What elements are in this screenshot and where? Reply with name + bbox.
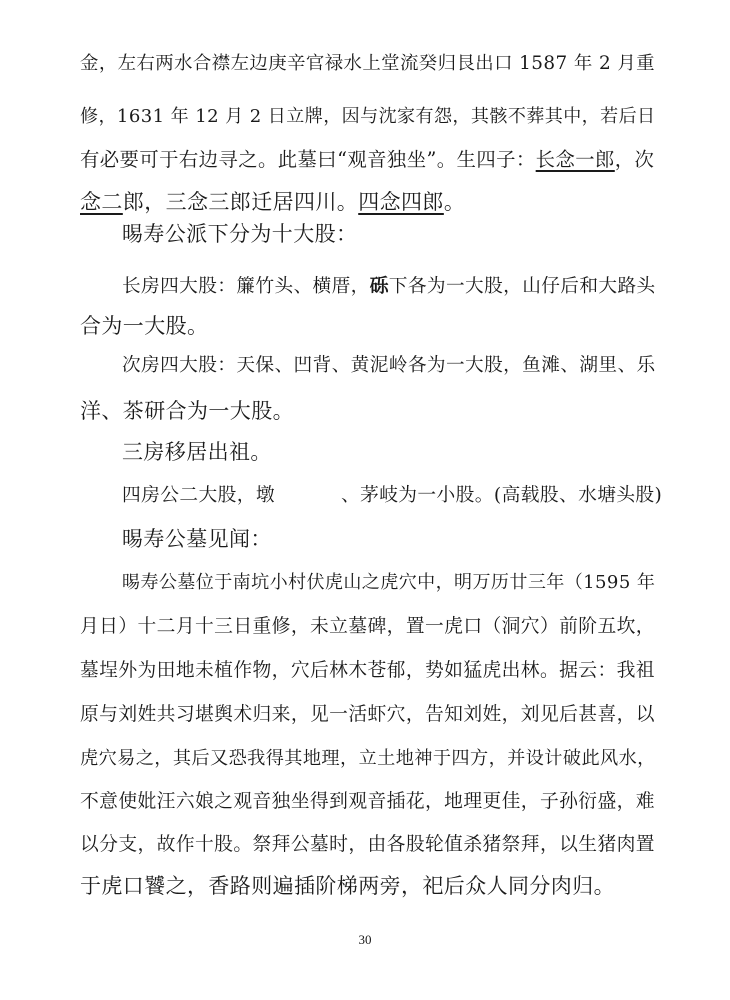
line-text: 月日）十二月十三日重修，未立墓碑，置一虎口（洞穴）前阶五坎，: [80, 616, 655, 637]
text-line-3: [80, 140, 660, 180]
text-line-6: [122, 266, 660, 306]
underlined-name: 长念一郎: [535, 148, 615, 171]
text-line-13: [122, 563, 660, 603]
line-text: 、茅岐为一小股。(高载股、水塘头股): [340, 485, 663, 506]
line-text: 次房四大股：天保、凹背、黄泥岭各为一大股，鱼滩、湖里、乐: [122, 355, 656, 376]
text-line-11: [122, 476, 663, 516]
line-text: 虎穴易之，其后又恐我得其地理，立土地神于四方，并设计破此风水，: [80, 748, 656, 769]
text-line-12: [122, 519, 660, 559]
underlined-name: 四念四郎: [358, 190, 444, 214]
text-line-7: [80, 306, 660, 346]
line-text: 合为一大股。: [80, 314, 209, 338]
text-line-15: [80, 651, 660, 691]
line-text: 。: [443, 190, 466, 214]
line-text: 晹寿公墓位于南坑小村伏虎山之虎穴中，明万历廿三年（1595 年: [122, 572, 656, 593]
line-text: 原与刘姓共习堪舆术归来，见一活虾穴，告知刘姓，刘见后甚喜，以: [80, 704, 655, 725]
text-line-14: [80, 607, 660, 647]
line-text: 郎，三念三郎迁居四川。: [122, 190, 359, 214]
text-line-17: [80, 739, 660, 779]
text-line-1: [80, 44, 660, 84]
page-number: 30: [358, 932, 372, 947]
line-text: 四房公二大股，墩: [122, 485, 275, 506]
text-line-10: [122, 432, 660, 472]
line-text: 于虎口饕之，香路则遍插阶梯两旁，祀后众人同分肉归。: [80, 874, 615, 898]
text-line-18: [80, 782, 660, 822]
text-line-2: [80, 97, 660, 137]
line-text: 洋、茶研合为一大股。: [80, 399, 294, 423]
text-line-16: [80, 695, 660, 735]
line-text: 金，左右两水合襟左边庚辛官禄水上堂流癸归艮出口 1587 年 2 月重: [80, 53, 655, 74]
text-line-5: [122, 214, 660, 254]
underlined-name: 念二: [80, 190, 123, 214]
text-line-9: [80, 391, 660, 431]
line-text: 不意使妣汪六娘之观音独坐得到观音插花，地理更佳，子孙衍盛，难: [80, 791, 655, 812]
section-heading: 晹寿公墓见闻：: [122, 527, 272, 551]
bold-character: 砾: [369, 275, 389, 297]
section-heading: 晹寿公派下分为十大股：: [122, 222, 358, 246]
line-text: 下各为一大股，山仔后和大路头: [388, 276, 656, 297]
line-text: 墓埕外为田地未植作物，穴后林木苍郁，势如猛虎出林。据云：我祖: [80, 660, 655, 681]
line-text: 修，1631 年 12 月 2 日立牌，因与沈家有怨，其骸不葬其中，若后日: [80, 106, 656, 127]
line-text: 有必要可于右边寻之。此墓曰“观音独坐”。生四子：: [80, 148, 536, 171]
text-line-19: [80, 825, 660, 865]
text-line-8: [122, 346, 660, 386]
line-text: 以分支，故作十股。祭拜公墓时，由各股轮值杀猪祭拜，以生猪肉置: [80, 834, 655, 855]
line-text: 三房移居出祖。: [122, 440, 272, 464]
line-text: 长房四大股：簾竹头、横厝，: [122, 276, 370, 297]
text-line-20: [80, 866, 660, 906]
line-text: ，次: [614, 148, 655, 171]
